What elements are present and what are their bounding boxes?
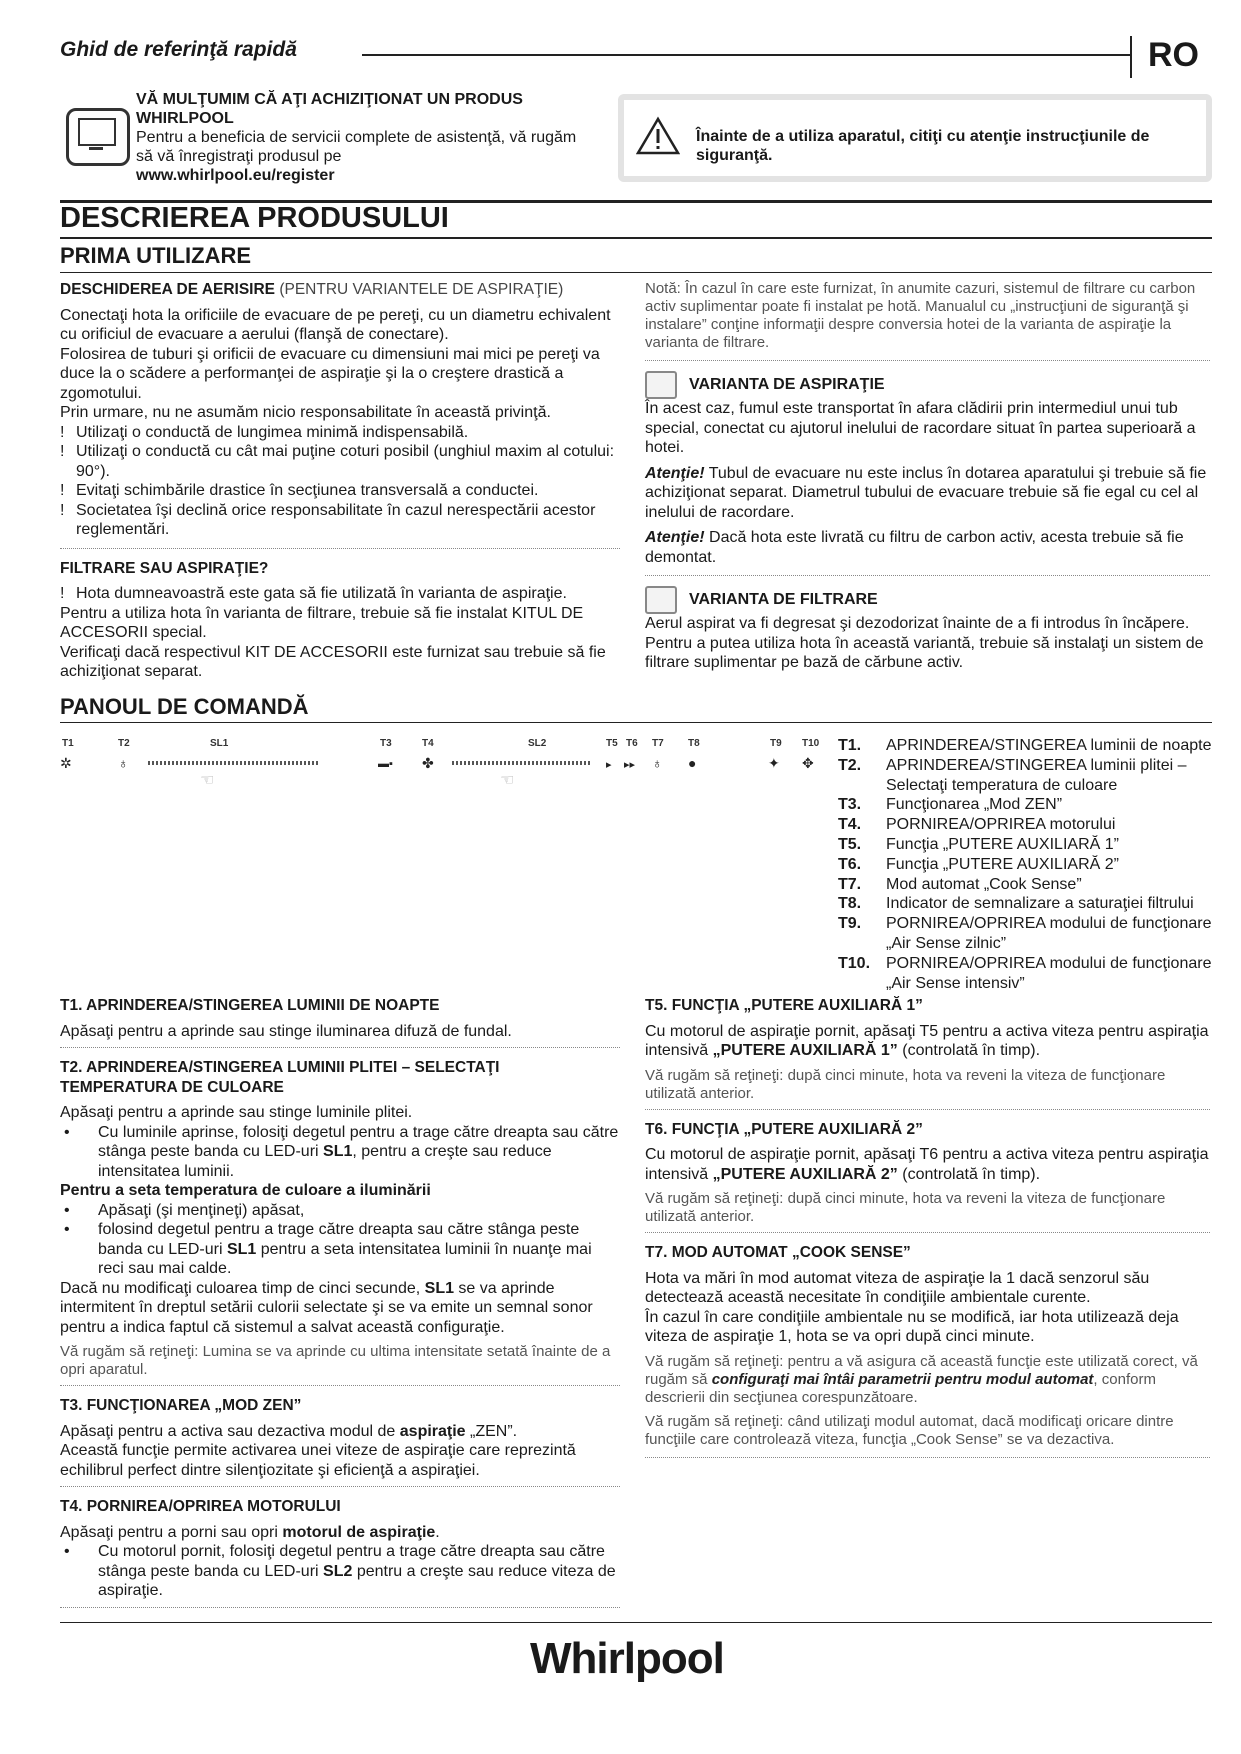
extraction-paragraph-2: Tubul de evacuare nu este inclus în dotarea aparatului şi trebuie să fie achiziţionat separat. Diametrul tubului de evacuare trebuie să fie egal cu cel al inelului de racordare. [645,464,1207,521]
t2-subheading: Pentru a seta temperatura de culoare a iluminării [60,1182,431,1199]
filter-version-paragraph: Aerul aspirat va fi degresat şi dezodorizat înainte de a fi introdus în încăpere. Pentru a putea utiliza hota în această variantă, trebuie să instalaţi un sistem de filtrare suplimentar pe bază de cărbune activ. [645,615,1204,671]
t6-title: T6. FUNCŢIA „PUTERE AUXILIARĂ 2” [645,1120,923,1138]
safety-warning-box [618,94,1212,182]
cook-sense-button-icon[interactable]: ♁ [652,755,663,771]
whirlpool-logo: Whirlpool [530,1634,724,1683]
t3-text-1: Apăsaţi pentru a activa sau dezactiva modul de [60,1422,400,1440]
legend-row-t8: T8. Indicator de semnalizare a saturaţiei filtrului [838,895,1194,913]
legend-row-t9: T9. PORNIREA/OPRIREA modului de funcţionare „Air Sense zilnic” [838,915,1212,952]
panel-label-t4: T4 [422,738,434,749]
panel-label-sl1: SL1 [210,738,229,749]
sl2-led-slider[interactable] [452,761,592,765]
sl2-label: SL2 [323,1562,353,1580]
panel-label-t7: T7 [652,738,664,749]
t6-text: Cu motorul de aspiraţie pornit, apăsaţi T6 pentru a activa viteza pentru aspiraţia intensivă [645,1146,1209,1183]
t5-note: Vă rugăm să reţineţi: după cinci minute, hota va reveni la viteza de funcţionare utilizată anterior. [645,1066,1166,1102]
swipe-hand-icon: ☜ [200,772,215,789]
t6-note: Vă rugăm să reţineţi: după cinci minute, hota va reveni la viteza de funcţionare utilizată anterior. [645,1190,1166,1225]
t7-title: T7. MOD AUTOMAT „COOK SENSE” [645,1244,911,1261]
filter-saturation-indicator-icon: ● [688,755,697,771]
subsection-rule [60,272,1212,273]
filter-paragraph-2: Pentru a utiliza hota în varianta de filtrare, trebuie să fie instalat KITUL DE ACCESORII special. [60,604,584,641]
panel-label-t8: T8 [688,738,700,749]
header-rule [362,54,1130,56]
t2-bullet-2: Apăsaţi (şi menţineţi) apăsat, [98,1201,305,1219]
register-block [60,90,590,190]
t2-bullet-3: folosind degetul pentru a trage către dreapta sau către stânga peste banda cu LED-uri [98,1221,580,1258]
extraction-version-title: VARIANTA DE ASPIRAŢIE [689,376,885,394]
zen-mode-button-icon[interactable]: ▬▪ [378,758,393,770]
t3-title: T3. FUNCŢIONAREA „MOD ZEN” [60,1397,302,1414]
hob-light-button-icon[interactable]: ♁ [118,755,129,771]
computer-icon [66,108,130,166]
t1-title: T1. APRINDEREA/STINGEREA LUMINII DE NOAPTE [60,997,440,1014]
functions-left-column: T1. APRINDEREA/STINGEREA LUMINII DE NOAPTE Apăsaţi pentru a aprinde sau stinge iluminarea difuză de fundal. T2. APRINDEREA/STINGEREA LUMINII PLITEI – SELECTAŢI TEMPERATURA DE CULOARE Apăsaţi pentru a aprinde sau stinge luminile plitei. • Cu luminile aprinse, folosiţi degetul pentru a trage către dreapta sau către stânga peste banda cu LED-uri SL1, pentru a creşte sau reduce intensitatea luminii. Pentru a seta temperatura de culoare a iluminării • Apăsaţi (şi menţineţi) apăsat, • folosind degetul pentru a trage către dreapta sau către stânga peste banda cu LED-uri SL1 pentru a seta intensitatea luminii în nuanţe mai reci sau mai calde. Dacă nu modificaţi culoarea timp de cinci secunde, SL1 se va aprinde intermitent în dreptul setării culorii selectate şi se va emite un semnal sonor pentru a indica faptul că sistemul a salvat această configuraţie. Vă rugăm să reţineţi: Lumina se va aprinde cu ultima intensitate setată înainte de a opri aparatul. T3. FUNCŢIONAREA „MOD ZEN” Apăsaţi pentru a activa sau dezactiva modul de aspiraţie „ZEN”. Această funcţie permite activarea unei viteze de aspiraţie care reprezintă echilibrul perfect dintre silenţiozitate şi eficienţă a aspiraţiei. T4. PORNIREA/OPRIREA MOTORULUI Apăsaţi pentru a porni sau opri motorul de aspiraţie. • Cu motorul pornit, folosiţi degetul pentru a trage către dreapta sau către stânga peste banda cu LED-uri SL2 pentru a creşte sau reduce viteza de aspiraţie. [60,996,620,1608]
boost2-button-icon[interactable]: ▸▸ [624,759,636,771]
panel-label-t6: T6 [626,738,638,749]
t4-title: T4. PORNIREA/OPRIREA MOTORULUI [60,1498,341,1515]
swipe-hand-icon: ☜ [500,772,515,789]
air-sense-daily-button-icon[interactable]: ✦ [768,755,780,771]
t2-text-2: Dacă nu modificaţi culoarea timp de cinci secunde, [60,1279,425,1297]
extraction-paragraph-1: În acest caz, fumul este transportat în afara clădirii prin intermediul unui tub special, conectat cu ajutorul inelului de racordare situat în partea superioară a hotei. [645,400,1196,456]
vent-opening-subtitle: (PENTRU VARIANTELE DE ASPIRAŢIE) [275,281,564,298]
legend-row-t10: T10. PORNIREA/OPRIREA modului de funcţionare „Air Sense intensiv” [838,954,1212,992]
filter-paragraph-3: Verificaţi dacă respectivul KIT DE ACCESORII este furnizat sau trebuie să fie achiziţionat separat. [60,643,606,680]
panel-label-t1: T1 [62,738,74,749]
filter-or-extract-title: FILTRARE SAU ASPIRAŢIE? [60,559,269,577]
panel-label-t10: T10 [802,738,820,749]
air-sense-intensive-button-icon[interactable]: ✥ [802,755,814,771]
t7-note-1: Vă rugăm să reţineţi: pentru a vă asigura că această funcţie este utilizată corect, vă rugăm să [645,1352,1198,1388]
t2-title: T2. APRINDEREA/STINGEREA LUMINII PLITEI – SELECTAŢI TEMPERATURA DE CULOARE [60,1059,500,1096]
t4-text-1: Apăsaţi pentru a porni sau opri [60,1523,283,1541]
vent-rule-item: Utilizaţi o conductă cu cât mai puţine coturi posibil (unghiul maxim al cotului: 90°). [76,443,615,480]
t2-bullet-1: Cu luminile aprinse, folosiţi degetul pentru a trage către dreapta sau către stânga peste banda cu LED-uri [98,1123,619,1160]
language-code: RO [1148,36,1199,74]
warning-triangle-icon [636,116,680,156]
subsection-rule [60,722,1212,723]
filter-paragraph-1: Hota dumneavoastră este gata să fie utilizată în varianta de aspiraţie. [76,585,567,602]
fan-button-icon[interactable]: ✤ [422,755,434,771]
t2-text-1: Apăsaţi pentru a aprinde sau stinge luminile plitei. [60,1104,413,1121]
vent-paragraph-1: Conectaţi hota la orificiile de evacuare de pe pereţi, cu un diametru echivalent cu orificiul de evacuare a aerului (flanşă de conectare). [60,306,611,343]
control-panel-diagram [60,738,840,796]
page-header-title: Ghid de referinţă rapidă [60,38,297,61]
register-info: Pentru a beneficia de servicii complete de asistenţă, vă rugăm să vă înregistraţi produsul pe [136,129,577,165]
legend-row-t3: T3. Funcţionarea „Mod ZEN” [838,796,1063,814]
register-link[interactable]: www.whirlpool.eu/register [136,167,335,184]
legend-row-t7: T7. Mod automat „Cook Sense” [838,875,1082,893]
first-use-right-column [645,280,1210,673]
vent-paragraph-3: Prin urmare, nu ne asumăm nicio responsabilitate în această privinţă. [60,404,551,421]
control-panel-heading: PANOUL DE COMANDĂ [60,694,309,719]
product-description-heading: DESCRIEREA PRODUSULUI [60,202,449,234]
boost1-button-icon[interactable]: ▸ [606,759,612,771]
first-use-left-column: DESCHIDEREA DE AERISIRE (PENTRU VARIANTELE DE ASPIRAŢIE) Conectaţi hota la orificiile de evacuare de pe pereţi, cu un diametru echivalent cu orificiul de evacuare a aerului (flanşă de conectare). Folosirea de tuburi şi orificii de evacuare cu dimensiuni mai mici pe pereţi va duce la o scădere a performanţei de aspiraţie şi la o creştere drastică a zgomotului. Prin urmare, nu ne asumăm nicio responsabilitate în această privinţă. ! Utilizaţi o conductă de lungimea minimă indispensabilă. ! Utilizaţi o conductă cu cât mai puţine coturi posibil (unghiul maxim al cotului: 90°). ! Evitaţi schimbările drastice în secţiunea transversală a conductei. ! Societatea îşi declină orice responsabilitate în cazul nerespectării acestor reglementări. FILTRARE SAU ASPIRAŢIE? ! Hota dumneavoastră este gata să fie utilizată în varianta de aspiraţie. Pentru a utiliza hota în varianta de filtrare, trebuie să fie instalat KITUL DE ACCESORII special. Verificaţi dacă respectivul KIT DE ACCESORII este furnizat sau trebuie să fie achiziţionat separat. [60,280,620,682]
panel-label-t2: T2 [118,738,130,749]
t3-text-2: Această funcţie permite activarea unei viteze de aspiraţie care reprezintă echilibrul perfect dintre silenţiozitate şi eficienţă a aspiraţiei. [60,1442,576,1479]
sl1-led-slider[interactable] [148,761,318,765]
vent-paragraph-2: Folosirea de tuburi şi orificii de evacuare cu dimensiuni mai mici pe pereţi va duce la o scădere a performanţei de aspiraţie şi la o creştere drastică a zgomotului. [60,345,600,402]
filter-version-title: VARIANTA DE FILTRARE [689,591,878,609]
legend-row-t2: T2. APRINDEREA/STINGEREA luminii plitei – Selectaţi temperatura de culoare [838,756,1187,794]
sl1-label: SL1 [226,1240,257,1258]
first-use-heading: PRIMA UTILIZARE [60,243,252,268]
panel-label-t5: T5 [606,738,618,749]
extraction-paragraph-3: Dacă hota este livrată cu filtru de carbon activ, acesta trebuie să fie demontat. [645,529,1184,566]
header-divider [1130,36,1132,78]
legend-row-t6: T6. Funcţia „PUTERE AUXILIARĂ 2” [838,855,1119,873]
vent-rule-item: Utilizaţi o conductă de lungimea minimă indispensabilă. [76,423,469,441]
t7-text-2: În cazul în care condiţiile ambientale nu se modifică, iar hota utilizează deja viteza de aspiraţie 1, hota se va opri după cinci minute. [645,1308,1179,1345]
attention-label: Atenţie! [645,529,705,546]
sl1-label: SL1 [323,1143,353,1160]
t7-text-1: Hota va mări în mod automat viteza de aspiraţie la 1 dacă senzorul său detectează această necesitate în condiţiile ambientale curente. [645,1269,1150,1306]
sl1-label: SL1 [424,1279,454,1297]
safety-warning-text: Înainte de a utiliza aparatul, citiţi cu atenţie instrucţiunile de siguranţă. [696,128,1150,164]
register-thanks: VĂ MULŢUMIM CĂ AŢI ACHIZIŢIONAT UN PRODUS WHIRLPOOL [136,91,523,127]
t7-note-2: Vă rugăm să reţineţi: când utilizaţi modul automat, dacă modificaţi oricare dintre funcţiile care controlează viteza, funcţia „Cook Sense” se va dezactiva. [645,1412,1174,1448]
t5-text: Cu motorul de aspiraţie pornit, apăsaţi T5 pentru a activa viteza pentru aspiraţia intensivă [645,1022,1209,1059]
attention-label: Atenţie! [645,464,705,482]
control-legend [838,736,1218,993]
carbon-filter-note: Notă: În cazul în care este furnizat, în anumite cazuri, sistemul de filtrare cu carbon activ suplimentar poate fi instalat pe hotă. Manualul cu „instrucţiuni de siguranţă şi instalare” conţine informaţii despre conversia hotei de la varianta de aspiraţie la varianta de filtrare. [645,280,1210,361]
extraction-icon [645,371,677,399]
section-rule [60,237,1212,239]
vent-rule-item: Evitaţi schimbările drastice în secţiunea transversală a conductei. [76,482,539,499]
panel-label-t9: T9 [770,738,782,749]
t2-note: Vă rugăm să reţineţi: Lumina se va aprinde cu ultima intensitate setată înainte de a opri aparatul. [60,1343,611,1378]
t5-title: T5. FUNCŢIA „PUTERE AUXILIARĂ 1” [645,997,923,1014]
panel-label-sl2: SL2 [528,738,547,749]
filter-icon [645,586,677,614]
panel-label-t3: T3 [380,738,392,749]
legend-row-t4: T4. PORNIREA/OPRIREA motorului [838,816,1116,834]
t4-bullet-1: Cu motorul pornit, folosiţi degetul pentru a trage către dreapta sau către stânga peste banda cu LED-uri [98,1543,605,1580]
night-light-button-icon[interactable]: ✲ [60,755,72,771]
legend-row-t1: T1. APRINDEREA/STINGEREA luminii de noapte [838,737,1212,754]
footer-rule [60,1622,1212,1623]
t1-text: Apăsaţi pentru a aprinde sau stinge iluminarea difuză de fundal. [60,1022,512,1040]
functions-right-column: T5. FUNCŢIA „PUTERE AUXILIARĂ 1” Cu motorul de aspiraţie pornit, apăsaţi T5 pentru a activa viteza pentru aspiraţia intensivă „PUTERE AUXILIARĂ 1” (controlată în timp). Vă rugăm să reţineţi: după cinci minute, hota va reveni la viteza de funcţionare utilizată anterior. T6. FUNCŢIA „PUTERE AUXILIARĂ 2” Cu motorul de aspiraţie pornit, apăsaţi T6 pentru a activa viteza pentru aspiraţia intensivă „PUTERE AUXILIARĂ 2” (controlată în timp). Vă rugăm să reţineţi: după cinci minute, hota va reveni la viteza de funcţionare utilizată anterior. T7. MOD AUTOMAT „COOK SENSE” Hota va mări în mod automat viteza de aspiraţie la 1 dacă senzorul său detectează această necesitate în condiţiile ambientale curente. În cazul în care condiţiile ambientale nu se modifică, iar hota utilizează deja viteza de aspiraţie 1, hota se va opri după cinci minute. Vă rugăm să reţineţi: pentru a vă asigura că această funcţie este utilizată corect, vă rugăm să configuraţi mai întâi parametrii pentru modul automat, conform descrierii din secţiunea corespunzătoare. Vă rugăm să reţineţi: când utilizaţi modul automat, dacă modificaţi oricare dintre funcţiile care controlează viteza, funcţia „Cook Sense” se va dezactiva. [645,996,1210,1458]
vent-rule-item: Societatea îşi declină orice responsabilitate în cazul nerespectării acestor reglementări. [76,501,596,538]
vent-opening-title: DESCHIDEREA DE AERISIRE [60,281,276,298]
legend-row-t5: T5. Funcţia „PUTERE AUXILIARĂ 1” [838,835,1119,853]
